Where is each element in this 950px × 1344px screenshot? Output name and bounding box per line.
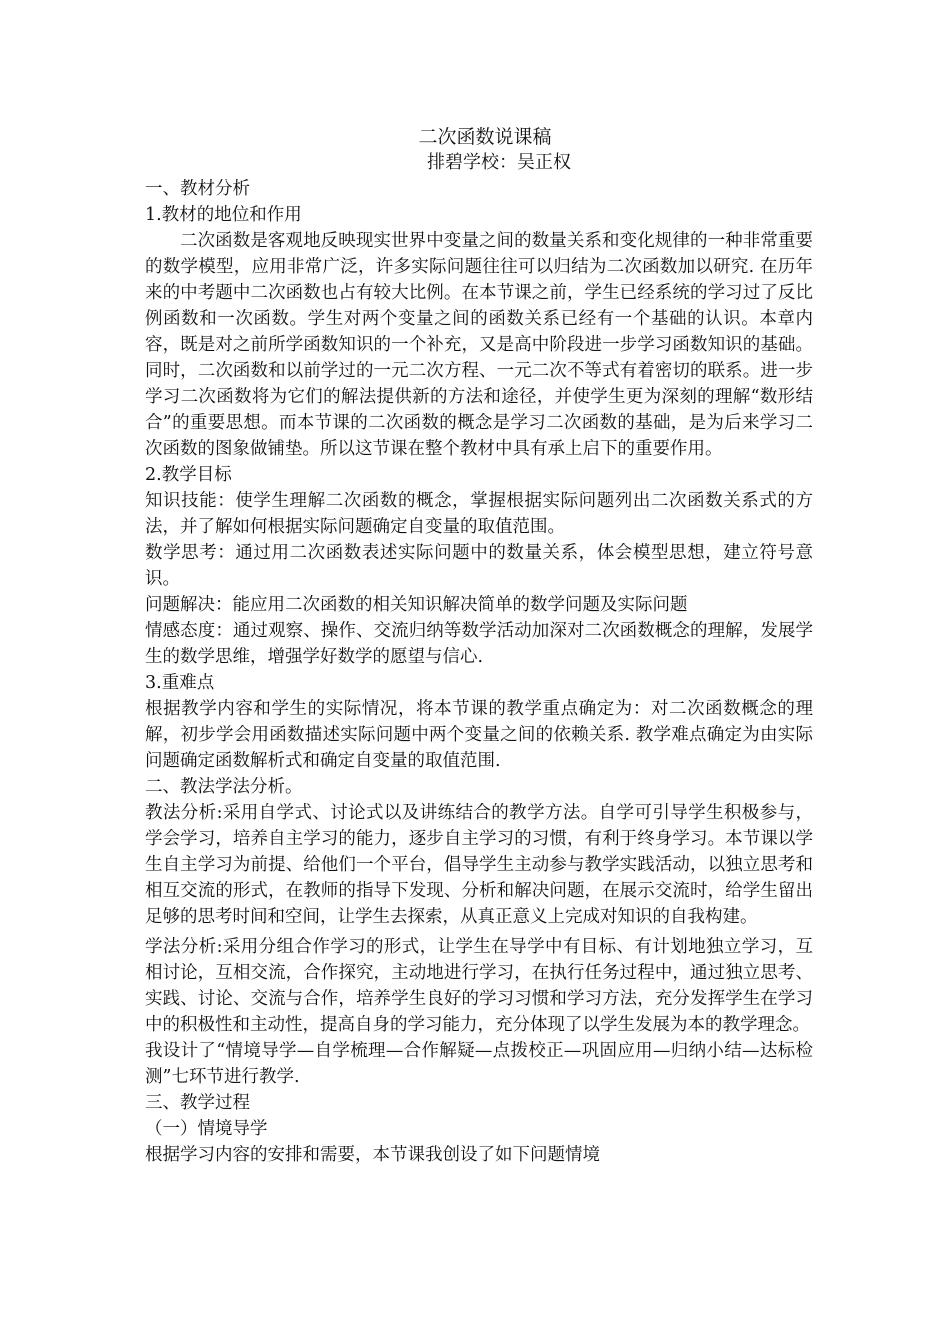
paragraph-lesson-design: 我设计了“情境导学—自学梳理—合作解疑—点拨校正—巩固应用—归纳小结—达标检测”七环节进行教学. [145,1041,813,1087]
goal-knowledge-skills: 知识技能：使学生理解二次函数的概念，掌握根据实际问题列出二次函数关系式的方法，并了解如何根据实际问题确定自变量的取值范围。 [145,491,813,537]
goal-emotional-attitude: 情感态度：通过观察、操作、交流归纳等数学活动加深对二次函数概念的理解，发展学生的数学思维，增强学好数学的愿望与信心. [145,621,813,667]
section-heading-textbook-analysis: 一、教材分析 [145,179,250,199]
paragraph-learning-method: 学法分析:采用分组合作学习的形式，让学生在导学中有目标、有计划地独立学习，互相讨论，互相交流，合作探究，主动地进行学习，在执行任务过程中，通过独立思考、实践、讨论、交流与合作，培养学生良好的学习习惯和学习方法，充分发挥学生在学习中的积极性和主动性，提高自身的学习能力，充分体现了以学生发展为本的教学理念。 [145,937,813,1035]
subheading-status-and-role: 1.教材的地位和作用 [145,205,302,225]
goal-mathematical-thinking: 数学思考：通过用二次函数表述实际问题中的数量关系，体会模型思想，建立符号意识。 [145,543,813,589]
goal-problem-solving: 问题解决：能应用二次函数的相关知识解决简单的数学问题及实际问题 [145,595,688,615]
paragraph-situation-guided: 根据学习内容的安排和需要，本节课我创设了如下问题情境 [145,1145,600,1165]
paragraph-teaching-method: 教法分析:采用自学式、讨论式以及讲练结合的教学方法。自学可引导学生积极参与，学会学习，培养自主学习的能力，逐步自主学习的习惯，有利于终身学习。本节课以学生自主学习为前提、给他们一个平台，倡导学生主动参与教学实践活动，以独立思考和相互交流的形式，在教师的指导下发现、分析和解决问题，在展示交流时，给学生留出足够的思考时间和空间，让学生去探索，从真正意义上完成对知识的自我构建。 [145,803,813,927]
section-heading-methods: 二、教法学法分析。 [145,777,303,797]
document-author: 排碧学校：吴正权 [427,152,571,173]
document-body [145,124,813,1168]
section-heading-teaching-process: 三、教学过程 [145,1093,250,1113]
paragraph-status-and-role: 二次函数是客观地反映现实世界中变量之间的数量关系和变化规律的一种非常重要的数学模型，应用非常广泛，许多实际问题往往可以归结为二次函数加以研究. 在历年来的中考题中二次函数也占有较大比例。在本节课之前，学生已经系统的学习过了反比例函数和一次函数。学生对两个变量之间的函数关系已经有一个基础的认识。本章内容，既是对之前所学函数知识的一个补充，又是高中阶段进一步学习函数知识的基础。同时，二次函数和以前学过的一元二次方程、一元二次不等式有着密切的联系。进一步学习二次函数将为它们的解法提供新的方法和途径，并使学生更为深刻的理解“数形结合”的重要思想。而本节课的二次函数的概念是学习二次函数的基础，是为后来学习二次函数的图象做铺垫。所以这节课在整个教材中具有承上启下的重要作用。 [145,231,813,459]
subheading-situation-guided: （一）情境导学 [145,1119,268,1139]
subheading-teaching-goals: 2.教学目标 [145,465,232,485]
document-title: 二次函数说课稿 [418,126,552,148]
subheading-key-difficult-points: 3.重难点 [145,673,215,693]
paragraph-key-difficult-points: 根据教学内容和学生的实际情况，将本节课的教学重点确定为：对二次函数概念的理解，初步学会用函数描述实际问题中两个变量之间的依赖关系. 教学难点确定为由实际问题确定函数解析式和确定自变量的取值范围. [145,699,813,771]
